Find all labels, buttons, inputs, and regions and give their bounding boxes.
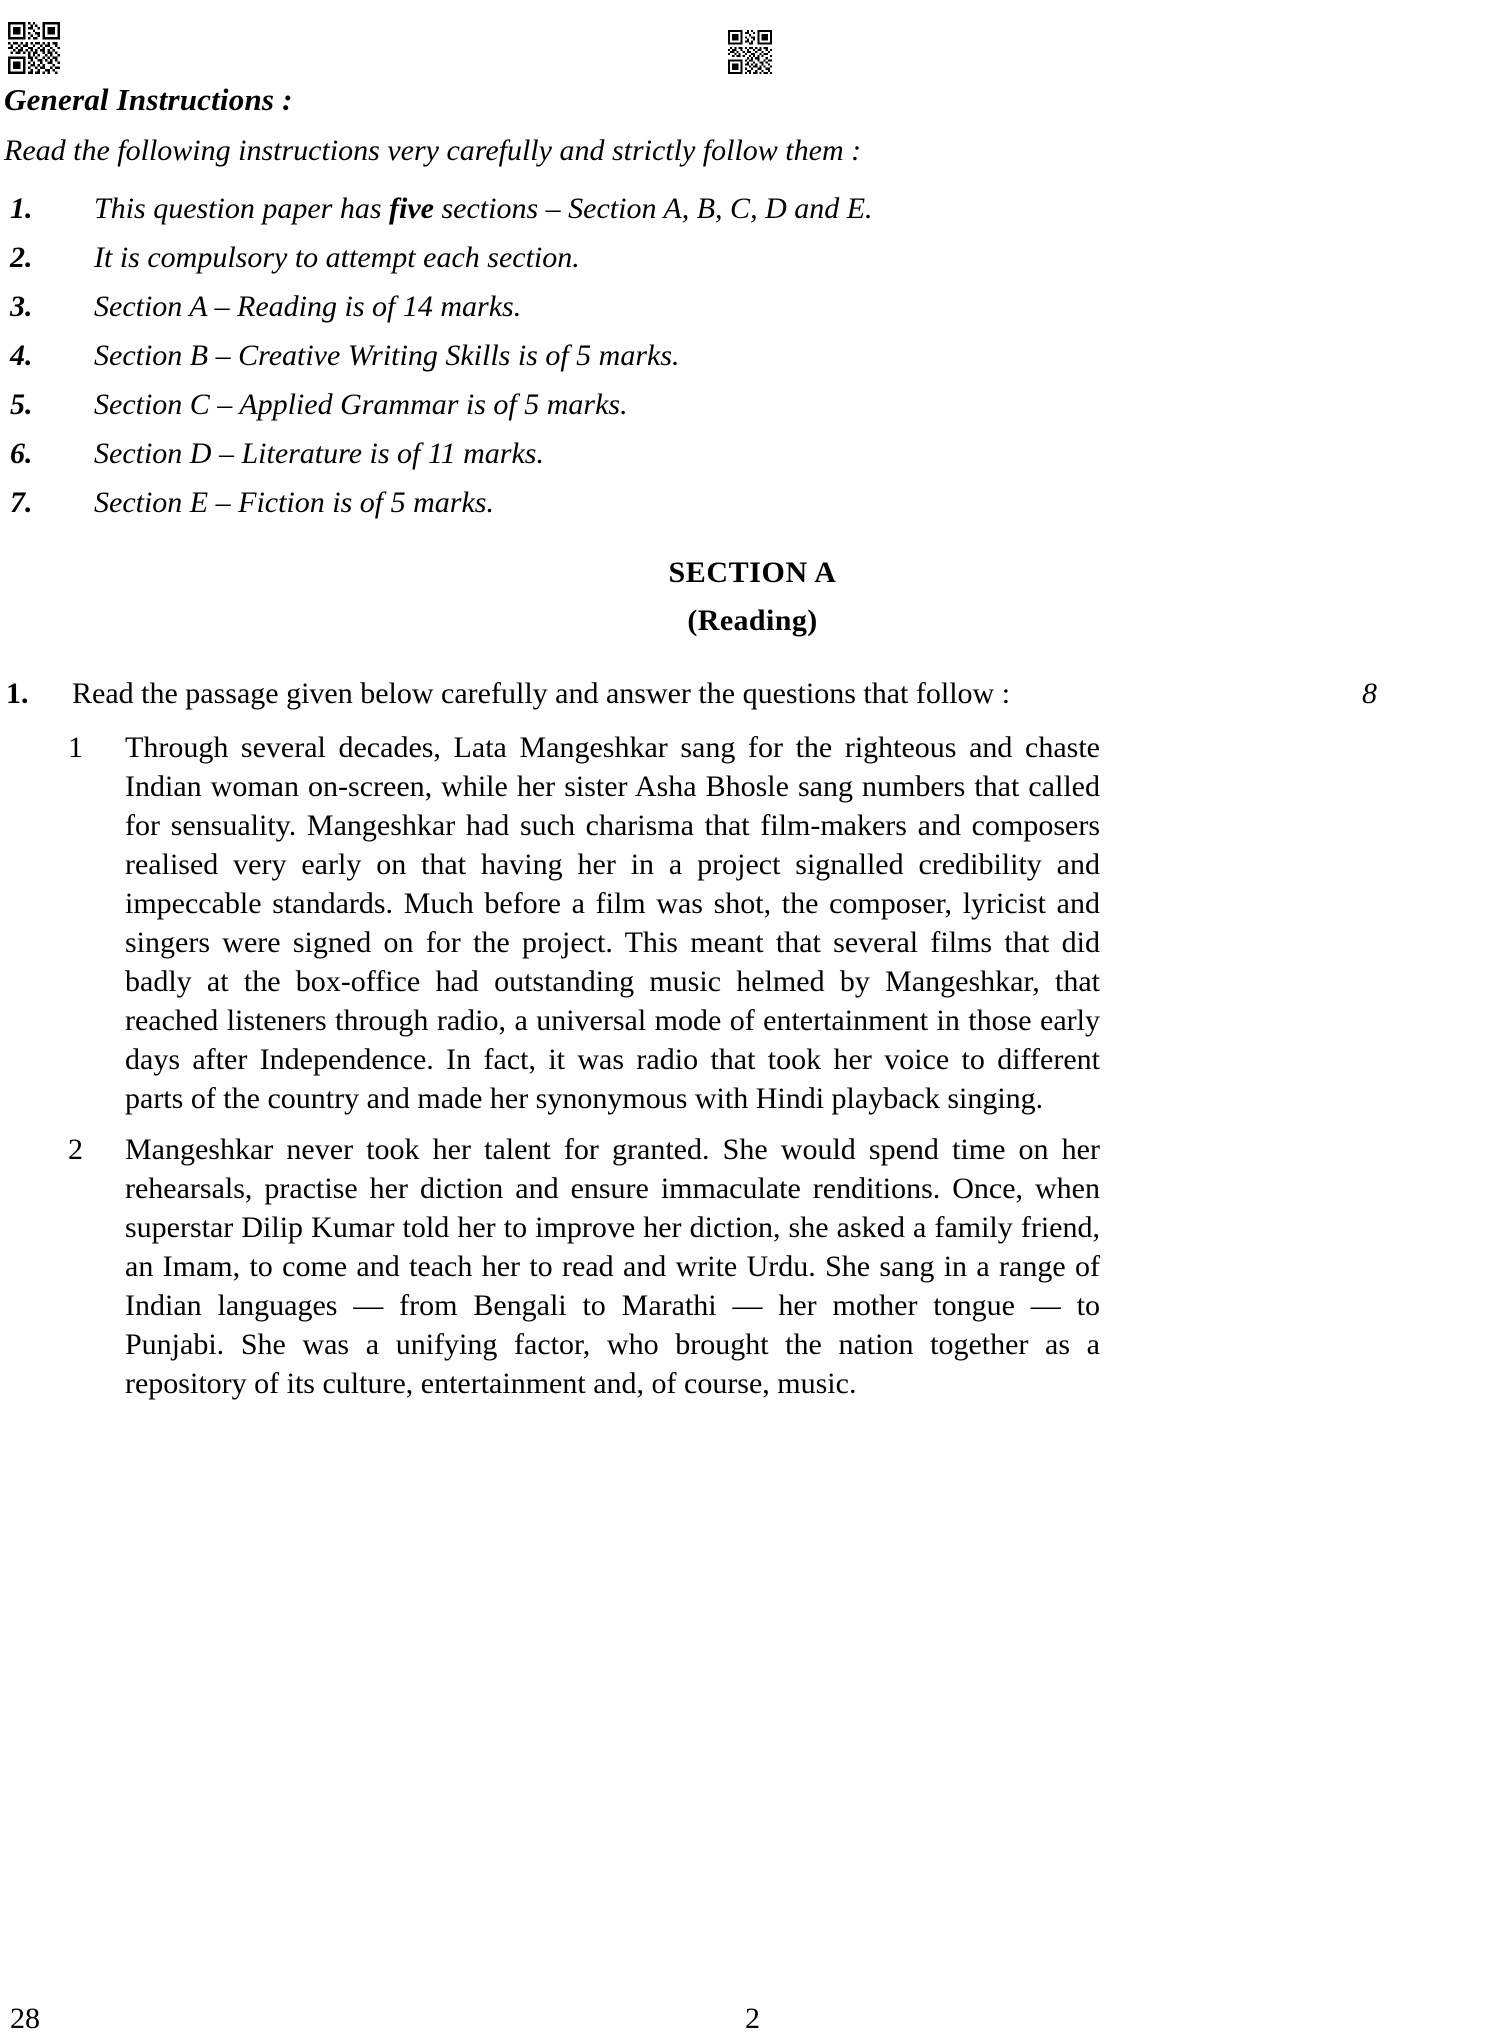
instruction-text-post: sections – Section A, B, C, D and E. — [434, 192, 873, 225]
instruction-item — [4, 233, 1404, 282]
question-number: 1. — [6, 677, 29, 710]
question-marks: 8 — [1362, 677, 1377, 710]
passage-paragraph — [0, 1130, 1505, 1403]
instruction-text: Section E – Fiction is of 5 marks. — [94, 486, 494, 519]
paragraph-number: 2 — [68, 1133, 83, 1166]
reading-passage — [0, 728, 1505, 1415]
passage-paragraph — [0, 728, 1505, 1118]
general-instructions-lead: Read the following instructions very carefully and strictly follow them : — [4, 134, 862, 167]
footer-left-number: 28 — [10, 2002, 40, 2034]
instruction-item — [4, 331, 1404, 380]
instruction-text-emphasis: five — [389, 192, 434, 225]
section-heading: SECTION A — [668, 556, 837, 589]
instruction-item — [4, 478, 1404, 527]
question-text: Read the passage given below carefully and answer the questions that follow : — [72, 677, 1011, 710]
instruction-number: 7. — [10, 486, 33, 519]
section-subheading: (Reading) — [687, 604, 818, 637]
instruction-number: 6. — [10, 437, 33, 470]
paragraph-text: Mangeshkar never took her talent for granted. She would spend time on her rehearsals, practise her diction and ensure immaculate renditions. Once, when superstar Dilip Kumar told her to improve her diction, she asked a family friend, an Imam, to come and teach her to read and write Urdu. She sang in a range of Indian languages — from Bengali to Marathi — her mother tongue — to Punjabi. She was a unifying factor, who brought the nation together as a repository of its culture, entertainment and, of course, music. — [125, 1133, 1100, 1400]
qr-code-right — [728, 30, 772, 74]
paragraph-number: 1 — [68, 731, 83, 764]
instruction-text: It is compulsory to attempt each section. — [94, 241, 580, 274]
instruction-item — [4, 380, 1404, 429]
instruction-text: Section B – Creative Writing Skills is of 5 marks. — [94, 339, 680, 372]
instruction-number: 5. — [10, 388, 33, 421]
instruction-text-pre: This question paper has — [94, 192, 390, 225]
instruction-number: 2. — [10, 241, 33, 274]
instruction-item — [4, 282, 1404, 331]
instruction-number: 1. — [10, 192, 33, 225]
instruction-text: Section D – Literature is of 11 marks. — [94, 437, 544, 470]
instruction-item — [4, 429, 1404, 478]
instruction-number: 3. — [10, 290, 33, 323]
paragraph-text: Through several decades, Lata Mangeshkar sang for the righteous and chaste Indian woman on-screen, while her sister Asha Bhosle sang numbers that called for sensuality. Mangeshkar had such charisma that film-makers and composers realised very early on that having her in a project signalled credibility and impeccable standards. Much before a film was shot, the composer, lyricist and singers were signed on for the project. This meant that several films that did badly at the box-office had outstanding music helmed by Mangeshkar, that reached listeners through radio, a universal mode of entertainment in those early days after Independence. In fact, it was radio that took her voice to different parts of the country and made her synonymous with Hindi playback singing. — [125, 731, 1100, 1115]
general-instructions-list — [4, 184, 1404, 527]
instruction-text: Section A – Reading is of 14 marks. — [94, 290, 522, 323]
qr-code-left — [8, 22, 60, 74]
instruction-text — [94, 184, 873, 233]
general-instructions-title: General Instructions : — [4, 82, 293, 117]
question-row — [0, 672, 1505, 716]
footer-page-number: 2 — [745, 2002, 760, 2034]
instruction-text: Section C – Applied Grammar is of 5 marks. — [94, 388, 628, 421]
instruction-item — [4, 184, 1404, 233]
instruction-number: 4. — [10, 339, 33, 372]
